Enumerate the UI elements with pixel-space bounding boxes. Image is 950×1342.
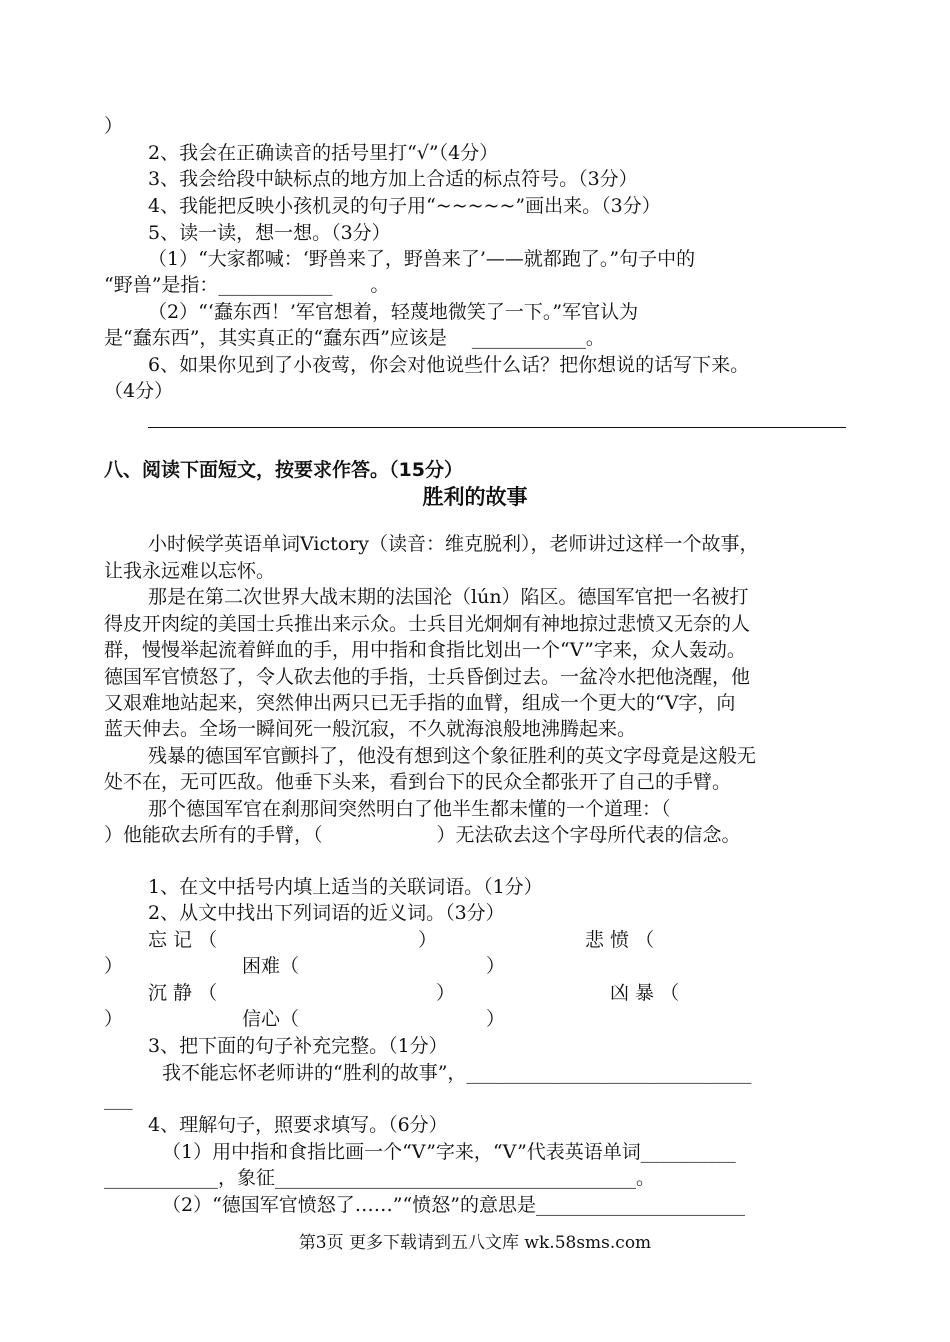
task-1: 1、在文中括号内填上适当的关联词语。（1分） [148,876,543,898]
passage-p2-line-3: 群，慢慢举起流着鲜血的手，用中指和食指比划出一个“V”字来，众人轰动。 [104,639,746,661]
passage-p2-line-2: 得皮开肉绽的美国士兵推出来示众。士兵目光炯炯有神地掠过悲愤又无奈的人 [104,613,751,635]
question-5-1-line-1: （1）“大家都喊：‘野兽来了，野兽来了’——就都跑了。”句子中的 [148,248,696,270]
passage-p4-line-2: ）他能砍去所有的手臂，（ ）无法砍去这个字母所代表的信念。 [104,824,741,846]
task-3-sentence: 我不能忘怀老师讲的“胜利的故事”，______________________________ [162,1062,752,1084]
question-5-1-line-2: “野兽”是指：____________ 。 [104,274,390,296]
synonym-word-1: 忘 记 （ [148,929,218,951]
task-4-2: （2）“德国军官愤怒了……”“愤怒”的意思是______________________ [162,1194,745,1216]
answer-line [148,427,846,428]
question-5: 5、读一读，想一想。（3分） [148,222,391,244]
passage-p1-line-2: 让我永远难以忘怀。 [104,560,276,582]
task-3: 3、把下面的句子补充完整。（1分） [148,1035,448,1057]
synonym-close-5: ） [104,1008,124,1030]
question-4: 4、我能把反映小孩机灵的句子用“~~~~~”画出来。（3分） [148,195,661,217]
question-6-line-2: （4分） [104,380,174,402]
question-5-2-line-1: （2）“‘蠢东西！’军官想着，轻蔑地微笑了一下。”军官认为 [148,301,639,323]
question-3: 3、我会给段中缺标点的地方加上合适的标点符号。（3分） [148,168,638,190]
passage-p2-line-4: 德国军官愤怒了，令人砍去他的手指，士兵昏倒过去。一盆冷水把他浇醒，他 [104,666,751,688]
question-6-line-1: 6、如果你见到了小夜莺，你会对他说些什么话？把你想说的话写下来。 [148,354,750,376]
task-2: 2、从文中找出下列词语的近义词。（3分） [148,902,505,924]
passage-p3-line-2: 处不在，无可匹敌。他垂下头来，看到台下的民众全都张开了自己的手臂。 [104,771,732,793]
section-heading: 八、阅读下面短文，按要求作答。（15分） [104,459,463,481]
passage-p3-line-1: 残暴的德国军官颤抖了，他没有想到这个象征胜利的英文字母竟是这般无 [148,745,757,767]
task-4-1-line-1: （1）用中指和食指比画一个“V”字来，“V”代表英语单词__________ [162,1141,736,1163]
passage-p2-line-1: 那是在第二次世界大战末期的法国沦（lún）陷区。德国军官把一名被打 [148,586,749,608]
passage-p2-line-6: 蓝天伸去。全场一瞬间死一般沉寂，不久就海浪般地沸腾起来。 [104,718,637,740]
synonym-word-6: 信心（ [242,1008,300,1030]
passage-title: 胜利的故事 [422,485,528,509]
passage-p1-line-1: 小时候学英语单词Victory（读音：维克脱利），老师讲过这样一个故事， [148,533,759,555]
synonym-word-3: 困难（ [242,955,300,977]
synonym-close-4: ） [436,982,456,1004]
synonym-word-4: 沉 静 （ [148,982,218,1004]
synonym-close-2: ） [104,955,124,977]
passage-p2-line-5: 又艰难地站起来，突然伸出两只已无手指的血臂，组成一个更大的“V字，向 [104,692,736,714]
passage-p4-line-1: 那个德国军官在刹那间突然明白了他半生都未懂的一个道理：（ [148,798,671,820]
task-4: 4、理解句子，照要求填写。（6分） [148,1114,448,1136]
synonym-close-3: ） [486,955,506,977]
question-5-2-line-2: 是“蠢东西”，其实真正的“蠢东西”应该是 ____________。 [104,327,605,349]
synonym-word-5: 凶 暴 （ [610,982,680,1004]
question-2: 2、我会在正确读音的括号里打“√”（4分） [148,142,499,164]
page-footer: 第3页 更多下载请到五八文库 wk.58sms.com [298,1233,652,1253]
synonym-close-6: ） [486,1008,506,1030]
synonym-close-1: ） [418,929,438,951]
task-4-1-line-2: ____________，象征______________________________________。 [104,1167,656,1189]
synonym-word-2: 悲 愤 （ [585,929,655,951]
paren-close: ） [104,115,124,137]
task-3-sentence-cont: ___ [104,1088,133,1110]
